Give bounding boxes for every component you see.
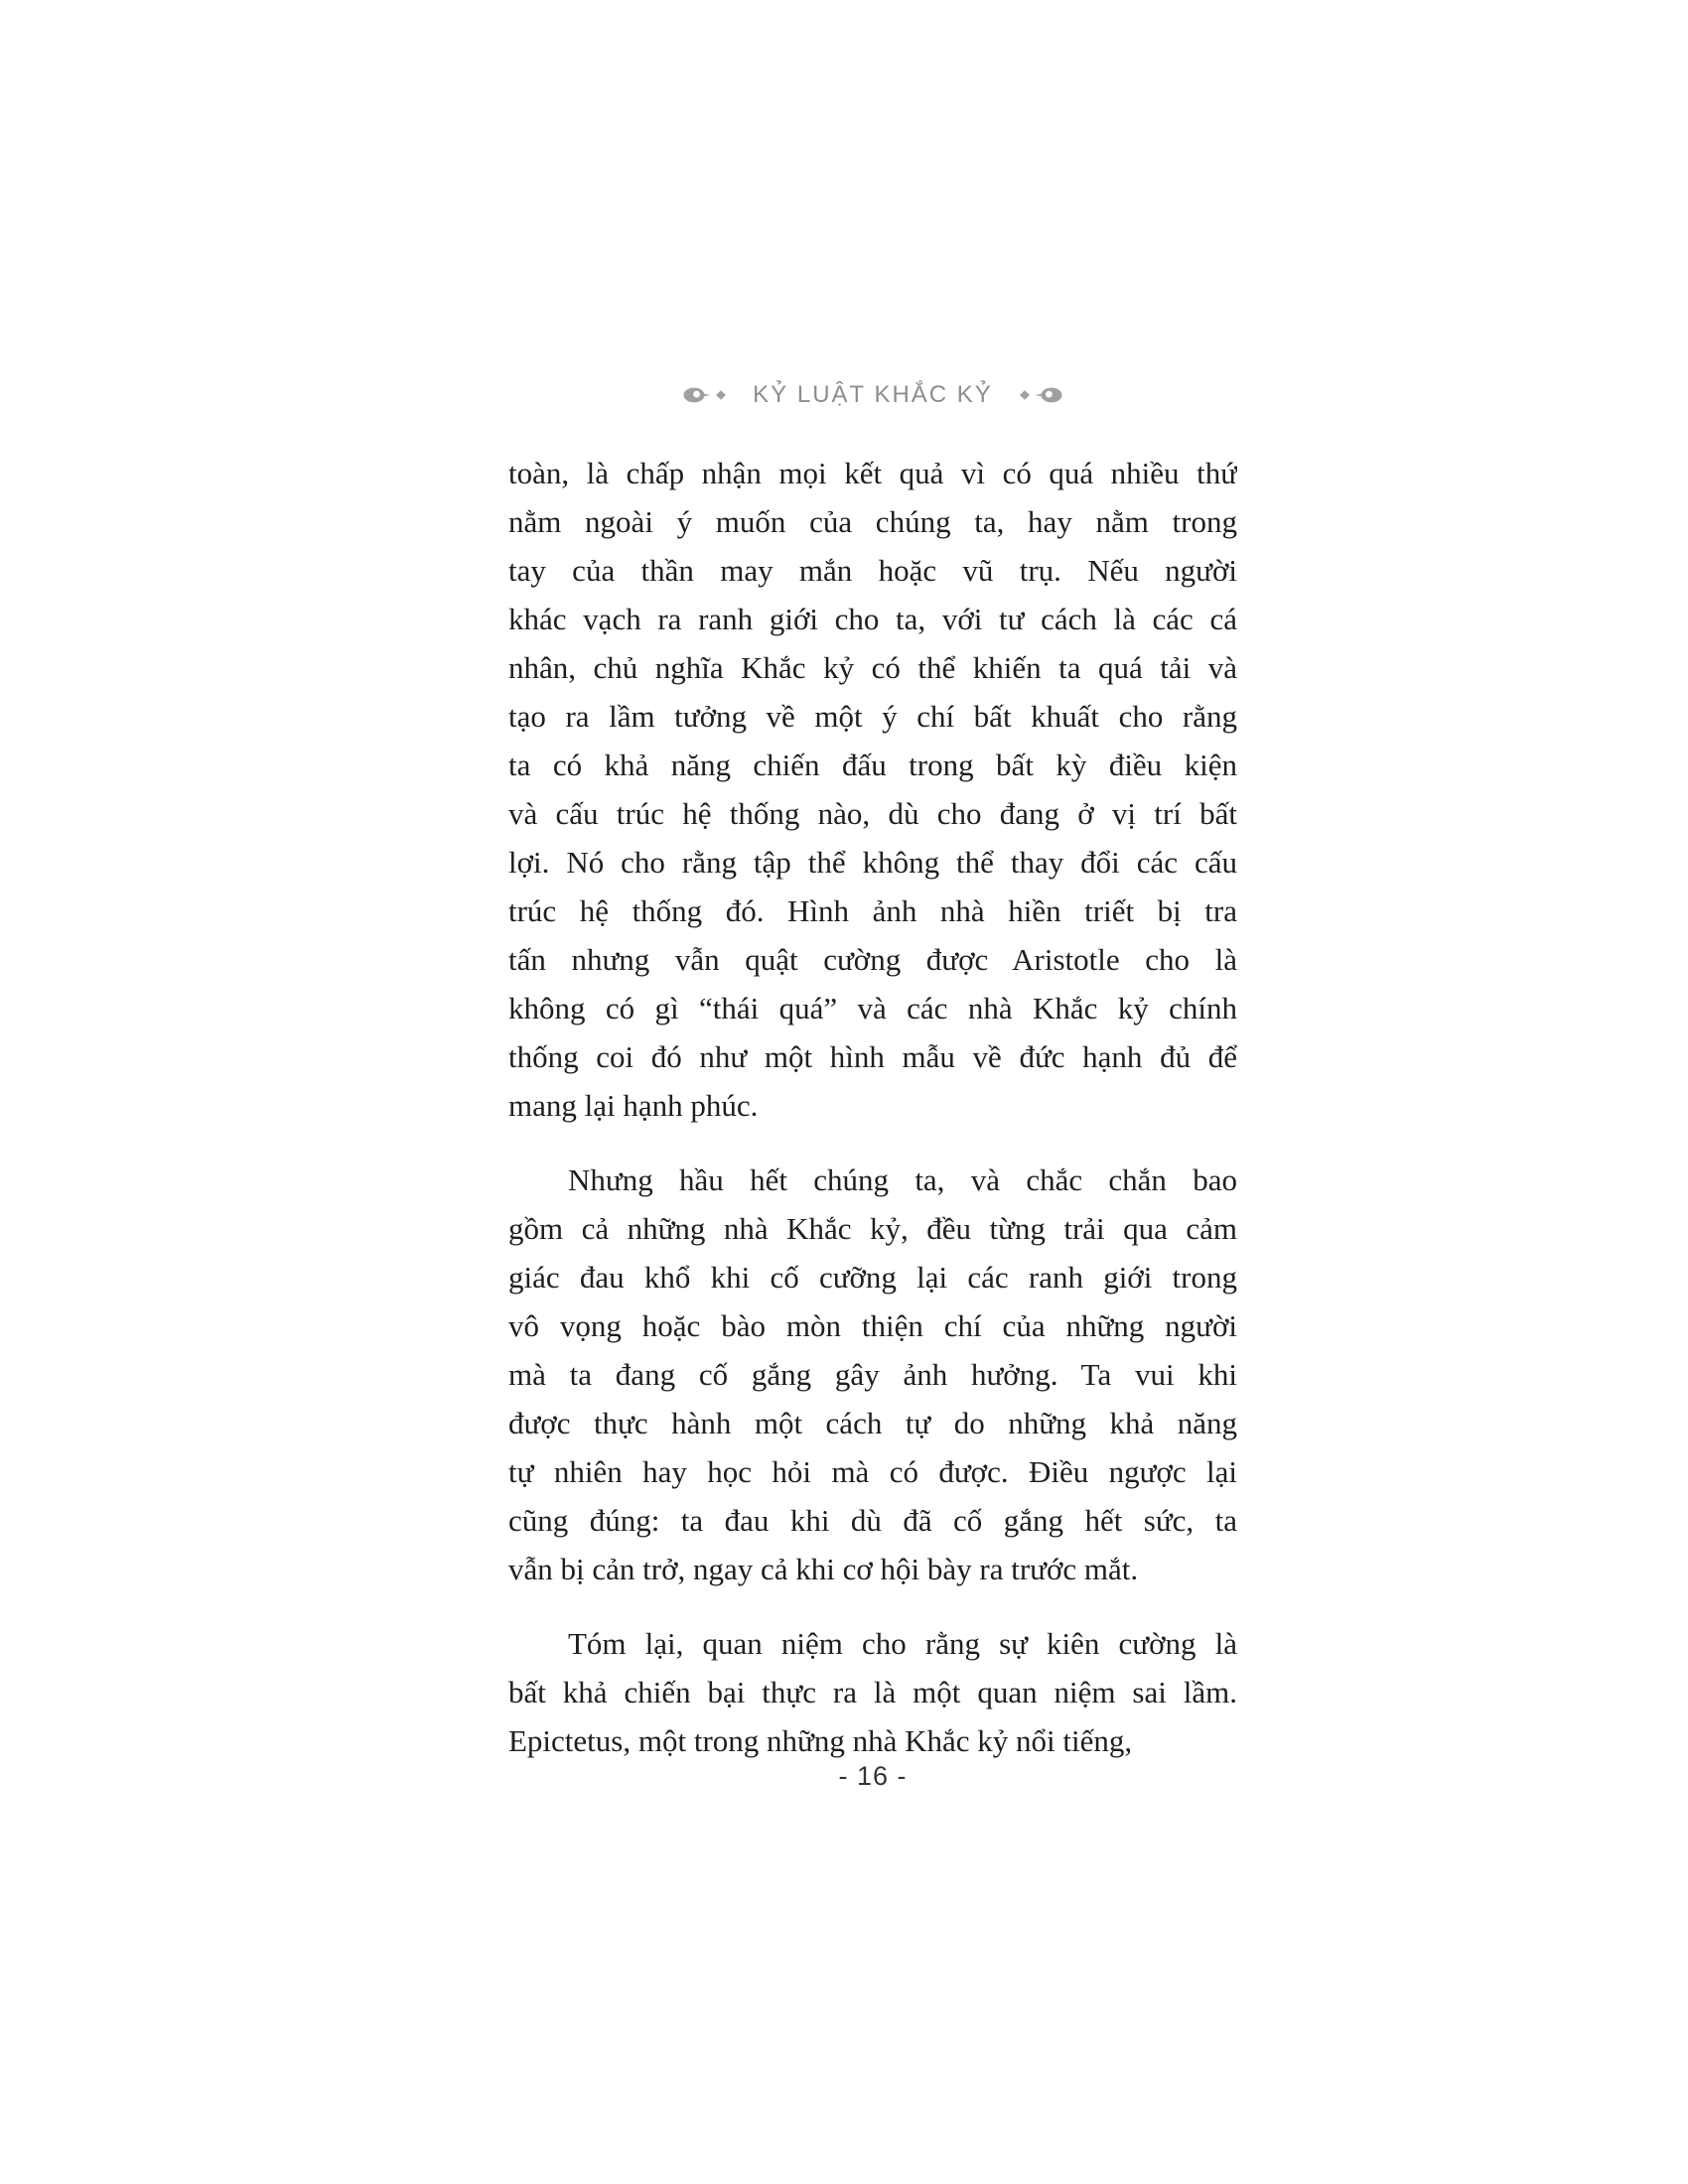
- paragraph: [508, 1156, 1237, 1593]
- text-line: tự nhiên hay học hỏi mà có được. Điều ngược lại: [508, 1454, 1237, 1489]
- floral-ornament-right-icon: [1019, 385, 1062, 405]
- page-number: - 16 -: [838, 1761, 908, 1791]
- text-line: tay của thần may mắn hoặc vũ trụ. Nếu người: [508, 553, 1237, 588]
- text-line: gồm cả những nhà Khắc kỷ, đều từng trải qua cảm: [508, 1211, 1237, 1246]
- text-line: Nhưng hầu hết chúng ta, và chắc chắn bao: [568, 1162, 1237, 1197]
- text-line: nằm ngoài ý muốn của chúng ta, hay nằm trong: [508, 504, 1237, 539]
- text-line: giác đau khổ khi cố cưỡng lại các ranh giới trong: [508, 1260, 1237, 1295]
- text-line: mà ta đang cố gắng gây ảnh hưởng. Ta vui khi: [508, 1357, 1237, 1392]
- body-text: [508, 449, 1237, 1765]
- text-line: khác vạch ra ranh giới cho ta, với tư cách là các cá: [508, 602, 1237, 636]
- text-line: và cấu trúc hệ thống nào, dù cho đang ở vị trí bất: [508, 796, 1237, 831]
- text-line: không có gì “thái quá” và các nhà Khắc kỷ chính: [508, 991, 1237, 1025]
- paragraph: [508, 449, 1237, 1130]
- text-line: lợi. Nó cho rằng tập thể không thể thay đổi các cấu: [508, 845, 1237, 880]
- floral-ornament-left-icon: [683, 385, 727, 405]
- text-line: ta có khả năng chiến đấu trong bất kỳ điều kiện: [508, 748, 1237, 782]
- running-header-title: KỶ LUẬT KHẮC KỶ: [753, 381, 993, 408]
- text-line: thống coi đó như một hình mẫu về đức hạnh đủ để: [508, 1039, 1237, 1074]
- text-line: Epictetus, một trong những nhà Khắc kỷ nổi tiếng,: [508, 1723, 1133, 1758]
- text-line: trúc hệ thống đó. Hình ảnh nhà hiền triết bị tra: [508, 893, 1237, 928]
- text-line: Tóm lại, quan niệm cho rằng sự kiên cường là: [568, 1626, 1237, 1661]
- text-line: mang lại hạnh phúc.: [508, 1088, 759, 1123]
- text-line: tấn nhưng vẫn quật cường được Aristotle cho là: [508, 942, 1237, 977]
- text-line: bất khả chiến bại thực ra là một quan niệm sai lầm.: [508, 1675, 1237, 1709]
- text-line: cũng đúng: ta đau khi dù đã cố gắng hết sức, ta: [508, 1503, 1237, 1538]
- running-header: [508, 381, 1237, 409]
- text-line: tạo ra lầm tưởng về một ý chí bất khuất cho rằng: [508, 699, 1237, 734]
- text-line: được thực hành một cách tự do những khả năng: [508, 1406, 1237, 1440]
- text-line: toàn, là chấp nhận mọi kết quả vì có quá nhiều thứ: [508, 456, 1237, 490]
- text-line: vẫn bị cản trở, ngay cả khi cơ hội bày ra trước mắt.: [508, 1552, 1139, 1586]
- text-line: nhân, chủ nghĩa Khắc kỷ có thể khiến ta quá tải và: [508, 650, 1237, 685]
- text-line: vô vọng hoặc bào mòn thiện chí của những người: [508, 1308, 1237, 1343]
- paragraph: [508, 1619, 1237, 1765]
